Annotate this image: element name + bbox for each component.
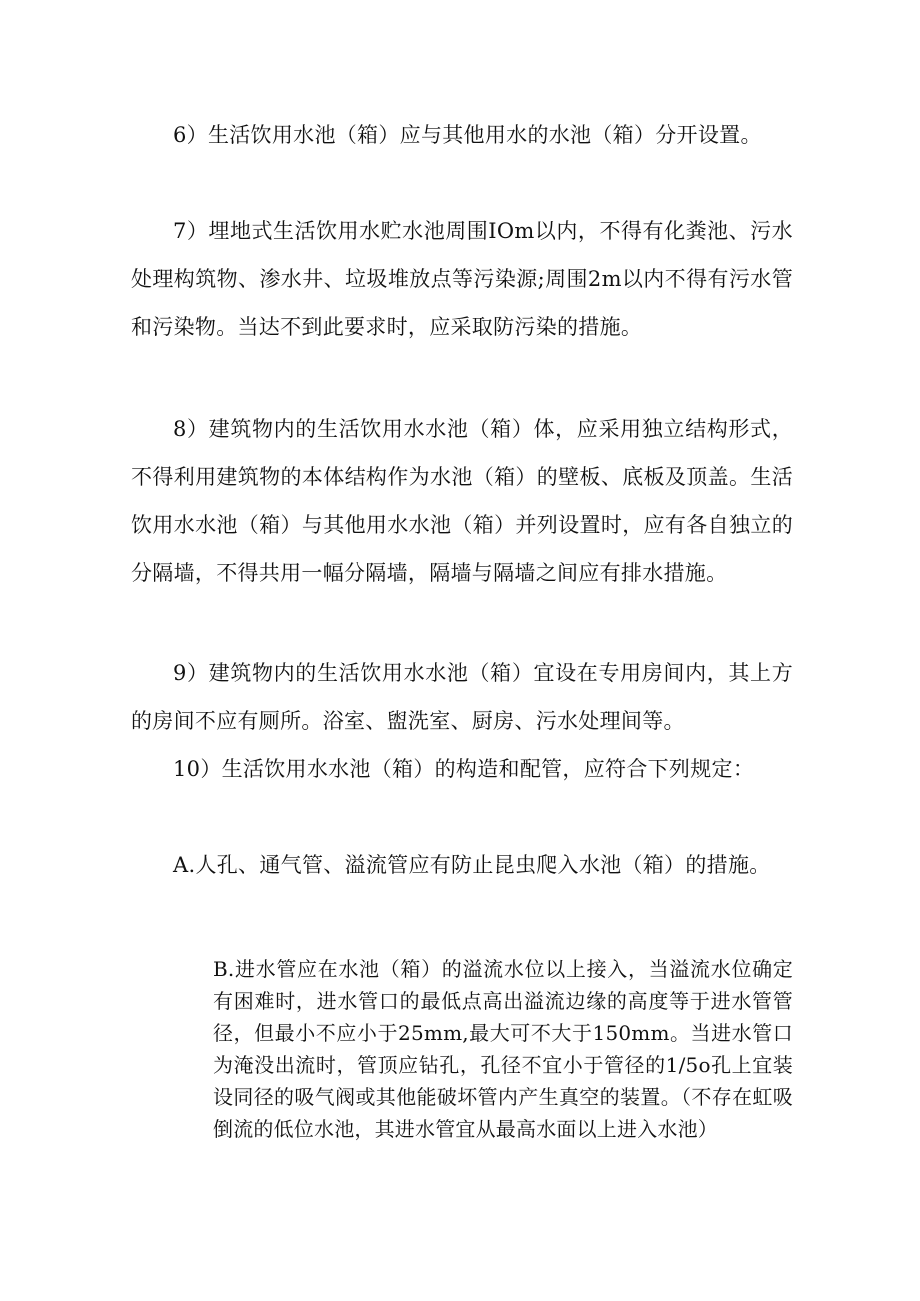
paragraph-subitem-a: A.人孔、通气管、溢流管应有防止昆虫爬入水池（箱）的措施。 xyxy=(173,853,771,877)
paragraph-item-10: 10）生活饮用水水池（箱）的构造和配管，应符合下列规定： xyxy=(173,757,755,781)
paragraph-item-6: 6）生活饮用水池（箱）应与其他用水的水池（箱）分开设置。 xyxy=(173,123,762,147)
paragraph-item-8: 8）建筑物内的生活饮用水水池（箱）体，应采用独立结构形式，不得利用建筑物的本体结构作为水池（箱）的壁板、底板及顶盖。生活饮用水水池（箱）与其他用水水池（箱）并列设置时，应有各自独立的分隔墙，不得共用一幅分隔墙，隔墙与隔墙之间应有排水措施。 xyxy=(131,417,793,585)
paragraph-item-9: 9）建筑物内的生活饮用水水池（箱）宜设在专用房间内，其上方的房间不应有厕所。浴室、盥洗室、厨房、污水处理间等。 xyxy=(131,661,793,733)
paragraph-item-7: 7）埋地式生活饮用水贮水池周围IOm以内，不得有化粪池、污水处理构筑物、渗水井、垃圾堆放点等污染源;周围2m以内不得有污水管和污染物。当达不到此要求时，应采取防污染的措施。 xyxy=(131,219,793,339)
paragraph-subitem-b: B.进水管应在水池（箱）的溢流水位以上接入，当溢流水位确定有困难时，进水管口的最低点高出溢流边缘的高度等于进水管管径，但最小不应小于25mm,最大可不大于150mm。当进水管口为淹没出流时，管顶应钻孔，孔径不宜小于管径的1/5o孔上宜装设同径的吸气阀或其他能破坏管内产生真空的装置。（不存在虹吸倒流的低位水池，其进水管宜从最高水面以上进入水池） xyxy=(213,957,793,1141)
